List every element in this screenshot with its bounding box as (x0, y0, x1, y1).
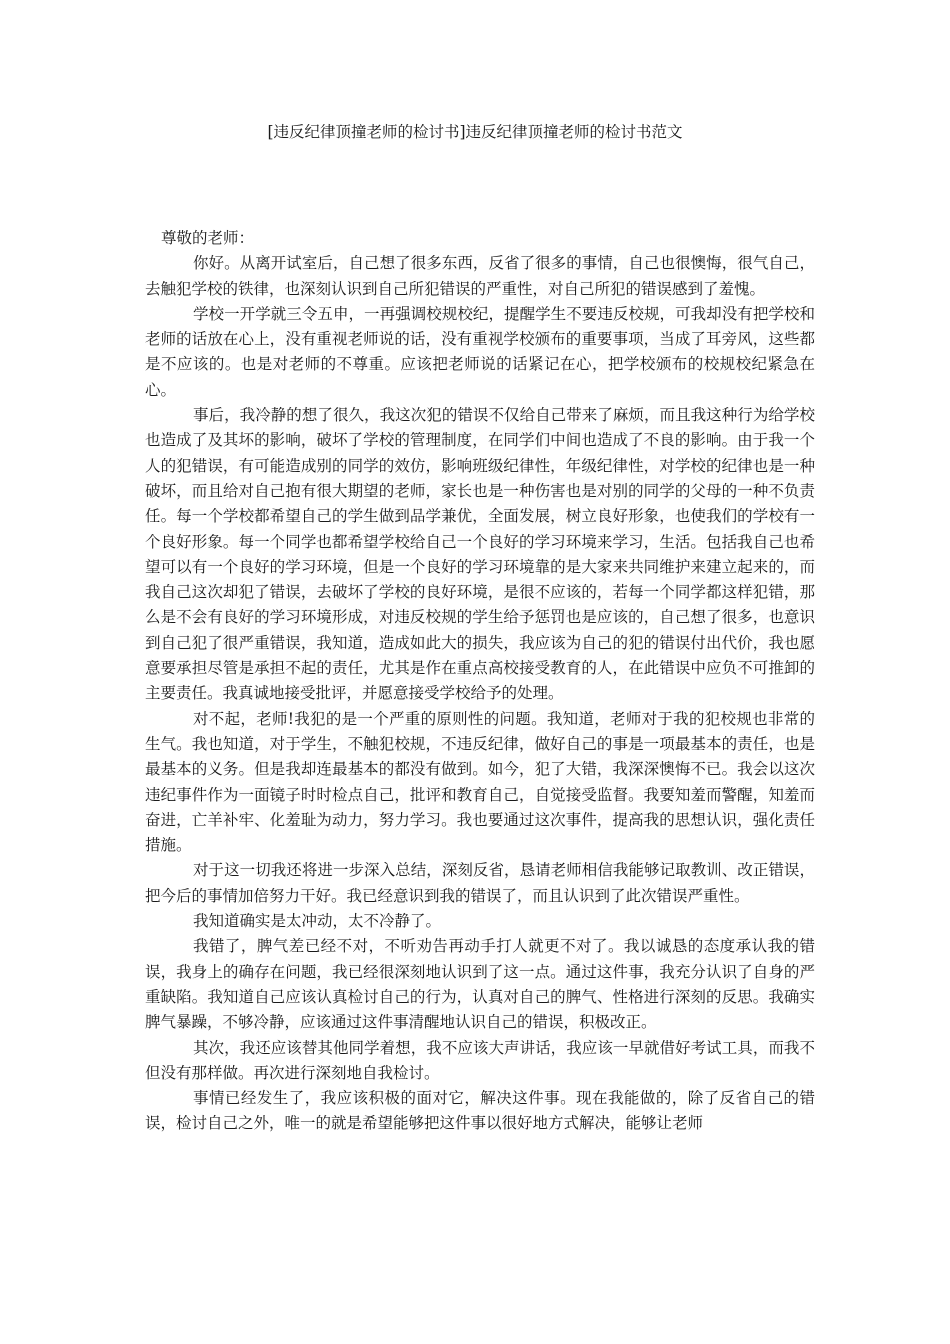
paragraph: 学校一开学就三令五申，一再强调校规校纪，提醒学生不要违反校规，可我却没有把学校和老师的话放在心上，没有重视老师说的话，没有重视学校颁布的重要事项，当成了耳旁风，这些都是不应该的。也是对老师的不尊重。应该把老师说的话紧记在心，把学校颁布的校规校纪紧急在心。 (145, 304, 815, 399)
paragraph: 你好。从离开试室后，自己想了很多东西，反省了很多的事情，自己也很懊悔，很气自己，去触犯学校的铁律，也深刻认识到自己所犯错误的严重性，对自己所犯的错误感到了羞愧。 (145, 254, 815, 298)
paragraph: 事后，我冷静的想了很久，我这次犯的错误不仅给自己带来了麻烦，而且我这种行为给学校也造成了及其坏的影响，破坏了学校的管理制度，在同学们中间也造成了不良的影响。由于我一个人的犯错误，有可能造成别的同学的效仿，影响班级纪律性，年级纪律性，对学校的纪律也是一种破坏，而且给对自己抱有很大期望的老师，家长也是一种伤害也是对别的同学的父母的一种不负责任。每一个学校都希望自己的学生做到品学兼优，全面发展，树立良好形象，也使我们的学校有一个良好形象。每一个同学也都希望学校给自己一个良好的学习环境来学习，生活。包括我自己也希望可以有一个良好的学习环境，但是一个良好的学习环境靠的是大家来共同维护来建立起来的，而我自己这次却犯了错误，去破坏了学校的良好环境，是很不应该的，若每一个同学都这样犯错，那么是不会有良好的学习环境形成，对违反校规的学生给予惩罚也是应该的，自己想了很多，也意识到自己犯了很严重错误，我知道，造成如此大的损失，我应该为自己的犯的错误付出代价，我也愿意要承担尽管是承担不起的责任，尤其是作在重点高校接受教育的人，在此错误中应负不可推卸的主要责任。我真诚地接受批评，并愿意接受学校给予的处理。 (145, 406, 815, 703)
paragraph: 事情已经发生了，我应该积极的面对它，解决这件事。现在我能做的，除了反省自己的错误，检讨自己之外，唯一的就是希望能够把这件事以很好地方式解决，能够让老师 (145, 1089, 815, 1133)
salutation: 尊敬的老师： (161, 229, 255, 247)
paragraph: 其次，我还应该替其他同学着想，我不应该大声讲话，我应该一早就借好考试工具，而我不但没有那样做。再次进行深刻地自我检讨。 (145, 1038, 815, 1082)
paragraph: 对于这一切我还将进一步深入总结，深刻反省，恳请老师相信我能够记取教训、改正错误，把今后的事情加倍努力干好。我已经意识到我的错误了，而且认识到了此次错误严重性。 (145, 861, 815, 905)
document-title: [违反纪律顶撞老师的检讨书]违反纪律顶撞老师的检讨书范文 (267, 123, 683, 141)
paragraph: 对不起，老师!我犯的是一个严重的原则性的问题。我知道，老师对于我的犯校规也非常的生气。我也知道，对于学生，不触犯校规，不违反纪律，做好自己的事是一项最基本的责任，也是最基本的义务。但是我却连最基本的都没有做到。如今，犯了大错，我深深懊悔不已。我会以这次违纪事件作为一面镜子时时检点自己，批评和教育自己，自觉接受监督。我要知羞而警醒，知羞而奋进，亡羊补牢、化羞耻为动力，努力学习。我也要通过这次事件，提高我的思想认识，强化责任措施。 (145, 709, 815, 855)
document-body (145, 226, 815, 1137)
paragraph: 我错了，脾气差已经不对，不听劝告再动手打人就更不对了。我以诚恳的态度承认我的错误，我身上的确存在问题，我已经很深刻地认识到了这一点。通过这件事，我充分认识了自身的严重缺陷。我知道自己应该认真检讨自己的行为，认真对自己的脾气、性格进行深刻的反思。我确实脾气暴躁，不够冷静，应该通过这件事清醒地认识自己的错误，积极改正。 (145, 937, 815, 1032)
paragraph: 我知道确实是太冲动，太不冷静了。 (193, 912, 442, 931)
